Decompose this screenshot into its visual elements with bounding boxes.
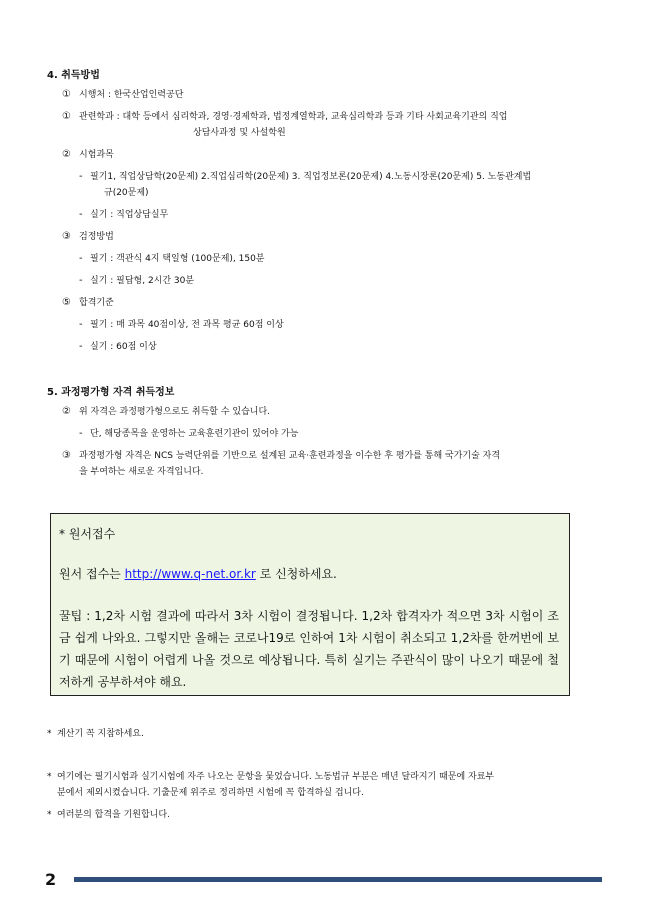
item-text: 시행처 : 한국산업인력공단 xyxy=(79,90,184,100)
note-item xyxy=(47,807,607,823)
item-text: 실기 : 필답형, 2시간 30분 xyxy=(90,276,195,286)
item-text: 관련학과 : 대학 등에서 심리학과, 경영·경제학과, 법정계열학과, 교육심리학과 등과 기타 사회교육기관의 직업 xyxy=(79,112,508,122)
item-marker: - xyxy=(79,319,83,330)
item-text: 검정방법 xyxy=(79,232,114,242)
item-marker: - xyxy=(79,171,83,182)
item-marker: ③ xyxy=(62,231,71,242)
item-text: 필기1, 직업상담학(20문제) 2.직업심리학(20문제) 3. 직업정보론(20문제) 4.노동시장론(20문제) 5. 노동관계법 xyxy=(90,172,532,182)
section-5-title: 5. 과정평가형 자격 취득정보 xyxy=(47,387,175,398)
item-text-cont: 을 부여하는 새로운 자격입니다. xyxy=(79,467,204,477)
infobox-heading: * 원서접수 xyxy=(59,527,116,541)
item-text-cont: 규(20문제) xyxy=(104,188,149,198)
note-marker: * xyxy=(47,729,52,739)
apply-prefix: 원서 접수는 xyxy=(59,567,121,581)
item-marker: - xyxy=(79,275,83,286)
item-marker: - xyxy=(79,209,83,220)
item-marker: - xyxy=(79,341,83,352)
item-marker: - xyxy=(79,253,83,264)
page-number: 2 xyxy=(45,870,57,889)
item-text: 위 자격은 과정평가형으로도 취득할 수 있습니다. xyxy=(79,407,271,417)
note-marker: * xyxy=(47,810,52,820)
apply-line xyxy=(59,565,337,582)
item-text: 과정평가형 자격은 NCS 능력단위를 기반으로 설계된 교육·훈련과정을 이수한 후 평가를 통해 국가기술 자격 xyxy=(79,451,501,461)
note-text: 계산기 꼭 지참하세요. xyxy=(57,729,144,739)
item-marker: ② xyxy=(62,149,71,160)
note-marker: * xyxy=(47,772,52,782)
item-text: 실기 : 60점 이상 xyxy=(90,342,157,352)
section-4-title: 4. 취득방법 xyxy=(47,70,100,81)
item-text-cont: 상담사과정 및 사설학원 xyxy=(193,128,286,138)
tip-paragraph: 꿀팁 : 1,2차 시험 결과에 따라서 3차 시험이 결정됩니다. 1,2차 합격자가 적으면 3차 시험이 조금 쉽게 나와요. 그렇지만 올해는 코로나19로 인하여 1차 시험이 취소되고 1,2차를 한꺼번에 보기 때문에 시험이 어렵게 나올 것으로 예상됩니다. 특히 실기는 주관식이 많이 나오기 때문에 철저하게 공부하셔야 해요. xyxy=(59,609,559,689)
item-text: 단, 해당종목을 운영하는 교육훈련기관이 있어야 가능 xyxy=(90,429,299,439)
note-text: 여기에는 필기시험과 실기시험에 자주 나오는 문항을 뭊었습니다. 노동법규 부분은 매년 달라지기 때문에 자료부 xyxy=(57,772,495,782)
item-marker: ⑤ xyxy=(62,297,71,308)
application-info-box xyxy=(50,513,570,696)
qnet-link[interactable]: http://www.q-net.or.kr xyxy=(124,567,256,581)
footer-bar xyxy=(74,877,602,882)
note-text-cont: 분에서 제외시켰습니다. 기출문제 위주로 정리하면 시험에 꼭 합격하실 겁니다. xyxy=(57,788,364,798)
item-text: 실기 : 직업상담실무 xyxy=(90,210,169,220)
item-text: 합격기준 xyxy=(79,298,114,308)
note-text: 여러분의 합격을 기원합니다. xyxy=(57,810,170,820)
item-marker: ③ xyxy=(62,450,71,461)
item-marker: ② xyxy=(62,406,71,417)
item-text: 필기 : 매 과목 40점이상, 전 과목 평균 60점 이상 xyxy=(90,320,284,330)
item-marker: ① xyxy=(62,111,71,122)
note-item xyxy=(47,726,607,742)
note-item xyxy=(47,769,607,801)
item-marker: - xyxy=(79,428,83,439)
item-text: 시험과목 xyxy=(79,150,114,160)
item-marker: ① xyxy=(62,89,71,100)
item-text: 필기 : 객관식 4지 택일형 (100문제), 150분 xyxy=(90,254,265,264)
apply-suffix: 로 신청하세요. xyxy=(259,567,337,581)
